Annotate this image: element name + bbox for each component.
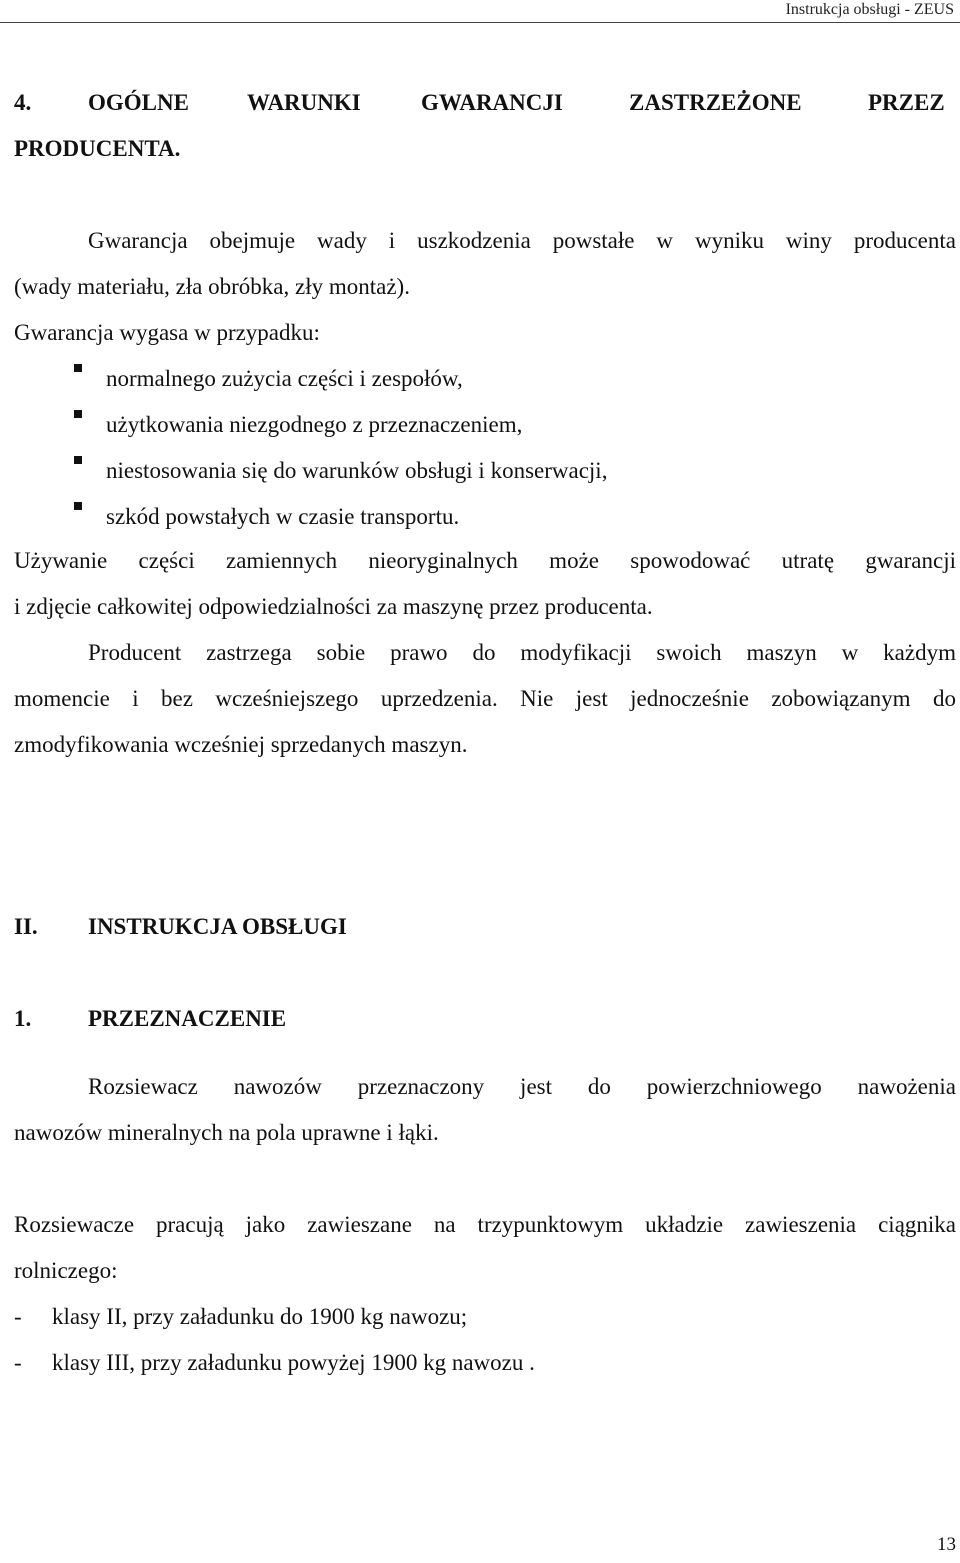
paragraph-line: Rozsiewacze pracują jako zawieszane na trzypunktowym układzie zawieszenia ciągnika bbox=[14, 1212, 956, 1237]
paragraph-line: Gwarancja obejmuje wady i uszkodzenia powstałe w wyniku winy producenta bbox=[88, 228, 956, 253]
page-header: Instrukcja obsługi - ZEUS bbox=[785, 1, 954, 18]
section4-heading-number: 4. bbox=[14, 90, 32, 115]
part-number: II. bbox=[14, 914, 38, 939]
dash-bullet: - bbox=[14, 1304, 22, 1329]
square-bullet-icon bbox=[74, 502, 82, 510]
paragraph-line: Rozsiewacz nawozów przeznaczony jest do powierzchniowego nawożenia bbox=[88, 1074, 956, 1099]
page-number: 13 bbox=[937, 1534, 956, 1555]
paragraph-line: zmodyfikowania wcześniej sprzedanych maszyn. bbox=[14, 732, 468, 757]
square-bullet-icon bbox=[74, 364, 82, 372]
list-item: niestosowania się do warunków obsługi i konserwacji, bbox=[106, 458, 608, 483]
list-item: klasy II, przy załadunku do 1900 kg nawozu; bbox=[52, 1304, 468, 1329]
paragraph-line: i zdjęcie całkowitej odpowiedzialności za maszynę przez producenta. bbox=[14, 594, 653, 619]
list-item: szkód powstałych w czasie transportu. bbox=[106, 504, 460, 529]
section4-heading-word: OGÓLNE bbox=[88, 90, 189, 115]
paragraph-line: rolniczego: bbox=[14, 1258, 118, 1283]
list-item: normalnego zużycia części i zespołów, bbox=[106, 366, 463, 391]
paragraph-line: Gwarancja wygasa w przypadku: bbox=[14, 320, 320, 345]
paragraph-line: Producent zastrzega sobie prawo do modyfikacji swoich maszyn w każdym bbox=[88, 640, 956, 665]
list-item: klasy III, przy załadunku powyżej 1900 kg nawozu . bbox=[52, 1350, 535, 1375]
part-title: INSTRUKCJA OBSŁUGI bbox=[88, 914, 347, 939]
paragraph-line: Używanie części zamiennych nieoryginalnych może spowodować utratę gwarancji bbox=[14, 548, 956, 573]
header-divider bbox=[0, 22, 960, 23]
section4-heading-word: GWARANCJI bbox=[421, 90, 563, 115]
paragraph-line: momencie i bez wcześniejszego uprzedzenia. Nie jest jednocześnie zobowiązanym do bbox=[14, 686, 956, 711]
section4-heading-word: ZASTRZEŻONE bbox=[629, 90, 802, 115]
section-title: PRZEZNACZENIE bbox=[88, 1006, 287, 1031]
section4-heading-word: PRZEZ bbox=[868, 90, 945, 115]
square-bullet-icon bbox=[74, 456, 82, 464]
paragraph-line: nawozów mineralnych na pola uprawne i łąki. bbox=[14, 1120, 439, 1145]
section4-heading-word: WARUNKI bbox=[247, 90, 361, 115]
square-bullet-icon bbox=[74, 410, 82, 418]
paragraph-line: (wady materiału, zła obróbka, zły montaż). bbox=[14, 274, 410, 299]
section4-heading-line2: PRODUCENTA. bbox=[14, 136, 181, 161]
section-number: 1. bbox=[14, 1006, 32, 1031]
list-item: użytkowania niezgodnego z przeznaczeniem, bbox=[106, 412, 523, 437]
dash-bullet: - bbox=[14, 1350, 22, 1375]
